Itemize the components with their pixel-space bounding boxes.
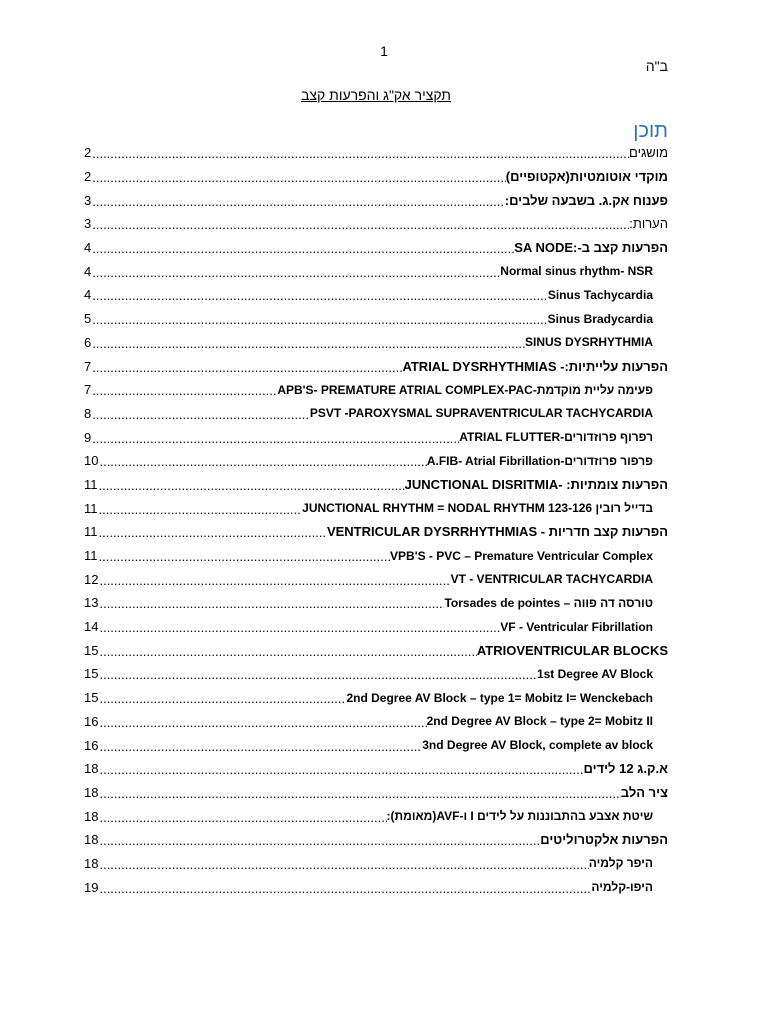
toc-entry-label: Normal sinus rhythm- NSR [500, 264, 653, 279]
toc-dot-leader [99, 740, 422, 753]
toc-entry[interactable] [84, 638, 668, 662]
toc-dot-leader [99, 645, 476, 658]
toc-page-number: 5 [84, 311, 92, 327]
toc-dot-leader [92, 432, 459, 445]
toc-page-number: 16 [84, 737, 99, 753]
toc-entry-label: VT - VENTRICULAR TACHYCARDIA [450, 572, 653, 587]
toc-entry-label: רפרוף פרוזדורים-ATRIAL FLUTTER [459, 430, 653, 445]
toc-dot-leader [99, 574, 450, 587]
toc-entry[interactable] [84, 165, 668, 189]
toc-dot-leader [99, 787, 620, 800]
toc-entry[interactable] [84, 804, 668, 828]
toc-entry-label: מושגים [629, 145, 668, 161]
toc-page-number: 3 [84, 192, 92, 208]
toc-entry-label: ציר הלב [620, 784, 668, 800]
toc-dot-leader [92, 171, 506, 184]
toc-dot-leader [99, 503, 303, 516]
toc-dot-leader [92, 337, 525, 350]
toc-entry[interactable] [84, 615, 668, 639]
toc-entry-label: פרפור פרוזדורים-A.FIB- Atrial Fibrillation [426, 453, 653, 468]
toc-page-number: 18 [84, 784, 99, 800]
toc-entry[interactable] [84, 875, 668, 899]
toc-entry-label: פענוח אק.ג. בשבעה שלבים: [504, 192, 668, 208]
toc-page-number: 18 [84, 808, 99, 824]
table-of-contents [84, 141, 668, 899]
toc-entry-label: הפרעות צומתיות: -JUNCTIONAL DISRITMIA [404, 476, 668, 492]
toc-page-number: 18 [84, 761, 99, 777]
toc-page-number: 16 [84, 713, 99, 729]
toc-dot-leader [99, 811, 386, 824]
toc-page-number: 2 [84, 145, 92, 161]
toc-page-number: 11 [84, 524, 98, 540]
toc-dot-leader [99, 455, 426, 468]
toc-entry-label: מוקדי אוטומטיות(אקטופיים) [505, 169, 668, 185]
toc-entry[interactable] [84, 591, 668, 615]
toc-entry-label: VF - Ventricular Fibrillation [500, 619, 653, 634]
toc-entry-label: Sinus Tachycardia [547, 287, 653, 302]
toc-entry-label: 1st Degree AV Block [536, 666, 653, 681]
toc-entry[interactable] [84, 710, 668, 734]
toc-entry[interactable] [84, 331, 668, 355]
toc-page-number: 11 [84, 500, 98, 516]
toc-entry[interactable] [84, 520, 668, 544]
toc-dot-leader [92, 195, 505, 208]
toc-entry[interactable] [84, 283, 668, 307]
toc-entry[interactable] [84, 662, 668, 686]
toc-dot-leader [99, 479, 405, 492]
toc-entry[interactable] [84, 473, 668, 497]
toc-page-number: 13 [84, 595, 99, 611]
toc-entry[interactable] [84, 733, 668, 757]
toc-dot-leader [92, 384, 277, 397]
toc-page-number: 4 [84, 240, 92, 256]
toc-entry-label: היפר קלמיה [588, 856, 653, 871]
toc-page-number: 7 [84, 382, 92, 398]
toc-entry[interactable] [84, 354, 668, 378]
toc-dot-leader [92, 242, 514, 255]
toc-entry-label: פעימה עליית מוקדמת-APB'S- PREMATURE ATRIAL COMPLEX-PAC [277, 382, 653, 397]
toc-entry[interactable] [84, 757, 668, 781]
toc-entry-label: הפרעות קצב ב-:SA NODE [514, 240, 668, 256]
toc-entry[interactable] [84, 307, 668, 331]
toc-page-number: 7 [84, 358, 92, 374]
toc-entry-label: ATRIOVENTRICULAR BLOCKS [476, 642, 668, 658]
toc-entry[interactable] [84, 781, 668, 805]
toc-entry-label: SINUS DYSRHYTHMIA [524, 335, 653, 350]
header-mark: ב"ה [645, 58, 668, 74]
toc-dot-leader [99, 834, 540, 847]
toc-page-number: 10 [84, 453, 99, 469]
toc-page-number: 3 [84, 216, 92, 232]
toc-entry[interactable] [84, 828, 668, 852]
toc-page-number: 8 [84, 405, 92, 421]
toc-entry[interactable] [84, 852, 668, 876]
toc-entry[interactable] [84, 141, 668, 165]
toc-entry-label: היפו-קלמיה [591, 880, 653, 895]
toc-entry-label: VPB'S - PVC – Premature Ventricular Complex [390, 548, 653, 563]
toc-page-number: 14 [84, 619, 99, 635]
toc-dot-leader [99, 526, 327, 539]
toc-entry[interactable] [84, 425, 668, 449]
toc-entry-label: 2nd Degree AV Block – type 2= Mobitz II [426, 714, 653, 729]
toc-entry[interactable] [84, 686, 668, 710]
toc-heading: תוכן [633, 120, 668, 142]
toc-page-number: 4 [84, 287, 92, 303]
toc-dot-leader [92, 408, 310, 421]
toc-entry-label: 2nd Degree AV Block – type 1= Mobitz I= Wenckebach [346, 690, 653, 705]
page-number: 1 [380, 43, 388, 59]
toc-entry-label: הפרעות אלקטרוליטים [540, 832, 668, 848]
toc-entry[interactable] [84, 188, 668, 212]
toc-page-number: 15 [84, 642, 99, 658]
toc-entry[interactable] [84, 378, 668, 402]
toc-entry[interactable] [84, 212, 668, 236]
toc-dot-leader [99, 668, 536, 681]
toc-dot-leader [99, 882, 591, 895]
toc-entry-label: PSVT -PAROXYSMAL SUPRAVENTRICULAR TACHYCARDIA [309, 406, 653, 421]
document-title: תקציר אק"ג והפרעות קצב [301, 87, 451, 103]
toc-entry-label: א.ק.ג 12 לידים [583, 761, 668, 777]
toc-dot-leader [99, 597, 444, 610]
toc-dot-leader [92, 289, 548, 302]
toc-page-number: 11 [84, 548, 98, 564]
toc-entry-label: שיטת אצבע בהתבוננות על לידים I ו-AVF(מאומת): [386, 809, 653, 824]
toc-entry[interactable] [84, 567, 668, 591]
toc-dot-leader [99, 716, 426, 729]
toc-entry[interactable] [84, 402, 668, 426]
toc-entry-label: Sinus Bradycardia [547, 311, 653, 326]
toc-entry[interactable] [84, 259, 668, 283]
toc-page-number: 18 [84, 832, 99, 848]
toc-page-number: 4 [84, 263, 92, 279]
toc-dot-leader [92, 218, 629, 231]
toc-page-number: 15 [84, 666, 99, 682]
toc-entry[interactable] [84, 449, 668, 473]
toc-entry[interactable] [84, 496, 668, 520]
toc-entry-label: 3nd Degree AV Block, complete av block [422, 738, 653, 753]
toc-dot-leader [92, 313, 547, 326]
toc-entry-label: הערות: [629, 216, 668, 232]
toc-page-number: 6 [84, 334, 92, 350]
toc-page-number: 12 [84, 571, 99, 587]
toc-page-number: 9 [84, 429, 92, 445]
toc-dot-leader [99, 550, 391, 563]
toc-entry-label: טורסה דה פווה – Torsades de pointes [444, 595, 653, 610]
toc-dot-leader [92, 147, 629, 160]
toc-entry-label: הפרעות עלייתיות:- ATRIAL DYSRHYTHMIAS [402, 358, 668, 374]
toc-entry-label: הפרעות קצב חדריות - VENTRICULAR DYSRRHYTHMIAS [326, 524, 668, 540]
toc-dot-leader [99, 858, 588, 871]
toc-dot-leader [92, 361, 402, 374]
toc-entry[interactable] [84, 544, 668, 568]
toc-dot-leader [99, 763, 583, 776]
toc-entry-label: JUNCTIONAL RHYTHM = NODAL RHYTHM 123-126 בדייל רובין [302, 501, 653, 516]
toc-page-number: 11 [84, 476, 98, 492]
toc-page-number: 18 [84, 855, 99, 871]
toc-page-number: 15 [84, 690, 99, 706]
toc-dot-leader [99, 621, 500, 634]
toc-page-number: 2 [84, 169, 92, 185]
toc-dot-leader [92, 266, 500, 279]
toc-page-number: 19 [84, 879, 99, 895]
toc-entry[interactable] [84, 236, 668, 260]
toc-dot-leader [99, 692, 346, 705]
